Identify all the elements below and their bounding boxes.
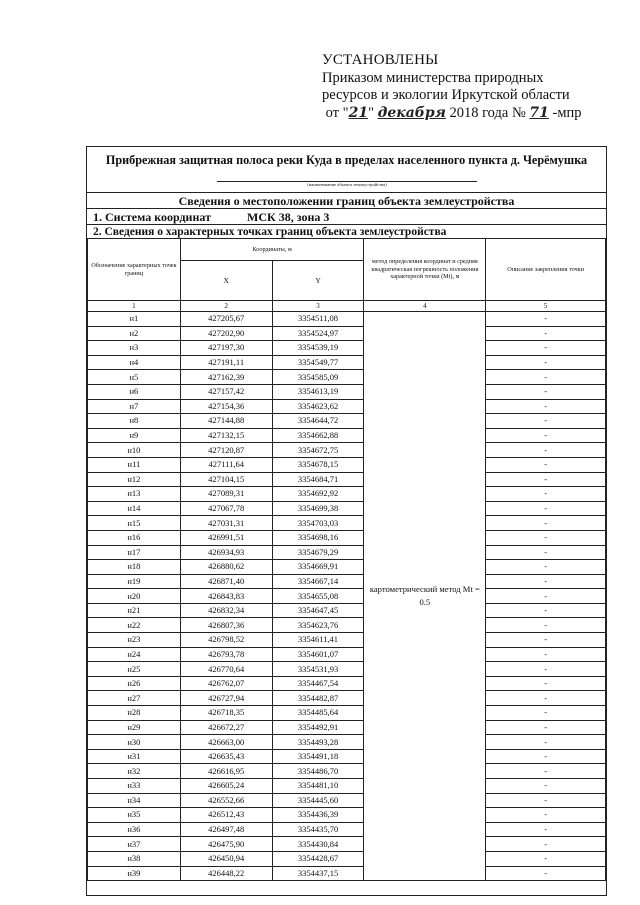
point-description: - [486,822,606,837]
point-x: 426718,35 [180,706,272,721]
table-row [88,384,606,399]
object-title [87,147,606,192]
point-description: - [486,735,606,750]
col-number: 5 [486,301,606,312]
table-row [88,662,606,677]
point-x: 426635,43 [180,749,272,764]
point-y: 3354655,08 [272,589,364,604]
table-row [88,793,606,808]
point-id: н34 [88,793,181,808]
point-id: н8 [88,414,181,429]
point-description: - [486,501,606,516]
point-id: н21 [88,603,181,618]
point-id: н10 [88,443,181,458]
point-x: 426934,93 [180,545,272,560]
point-description: - [486,676,606,691]
table-row [88,764,606,779]
point-x: 427111,64 [180,457,272,472]
table-row [88,720,606,735]
date-mid: " [368,104,374,121]
table-row [88,472,606,487]
point-id: н23 [88,633,181,648]
table-row [88,866,606,881]
point-description: - [486,574,606,589]
point-id: н13 [88,487,181,502]
point-y: 3354672,75 [272,443,364,458]
point-y: 3354493,28 [272,735,364,750]
point-description: - [486,487,606,502]
col-y: Y [272,261,364,301]
point-y: 3354601,07 [272,647,364,662]
point-id: н18 [88,560,181,575]
point-id: н6 [88,384,181,399]
coord-system-row [87,208,606,224]
point-id: н19 [88,574,181,589]
point-x: 426762,07 [180,676,272,691]
point-x: 427104,15 [180,472,272,487]
point-id: н31 [88,749,181,764]
table-row [88,501,606,516]
table-row [88,808,606,823]
point-y: 3354698,16 [272,530,364,545]
point-y: 3354644,72 [272,414,364,429]
point-y: 3354485,64 [272,706,364,721]
point-description: - [486,545,606,560]
table-row [88,618,606,633]
approval-title: УСТАНОВЛЕНЫ [322,52,439,68]
table-row [88,341,606,356]
point-y: 3354467,54 [272,676,364,691]
point-id: н1 [88,312,181,327]
point-description: - [486,414,606,429]
point-id: н11 [88,457,181,472]
point-description: - [486,691,606,706]
point-id: н39 [88,866,181,881]
point-y: 3354436,39 [272,808,364,823]
col-coords: Координаты, м [180,239,364,261]
point-x: 426448,22 [180,866,272,881]
point-description: - [486,779,606,794]
point-x: 427154,36 [180,399,272,414]
point-id: н36 [88,822,181,837]
point-description: - [486,764,606,779]
point-y: 3354492,91 [272,720,364,735]
point-id: н30 [88,735,181,750]
table-row [88,399,606,414]
point-y: 3354669,91 [272,560,364,575]
point-description: - [486,603,606,618]
table-row [88,560,606,575]
point-y: 3354667,14 [272,574,364,589]
point-x: 427067,78 [180,501,272,516]
point-y: 3354491,18 [272,749,364,764]
point-x: 426616,95 [180,764,272,779]
col-x: X [180,261,272,301]
point-x: 427191,11 [180,355,272,370]
point-x: 426672,27 [180,720,272,735]
table-row [88,851,606,866]
point-id: н9 [88,428,181,443]
point-id: н15 [88,516,181,531]
method-cell: картометрический метод Mt = 0.5 [364,312,486,881]
point-description: - [486,472,606,487]
point-x: 426475,90 [180,837,272,852]
col-number: 3 [272,301,364,312]
point-y: 3354613,19 [272,384,364,399]
table-row [88,457,606,472]
point-id: н4 [88,355,181,370]
point-x: 426832,34 [180,603,272,618]
point-x: 426871,40 [180,574,272,589]
table-row [88,326,606,341]
table-row [88,589,606,604]
point-description: - [486,793,606,808]
point-y: 3354699,38 [272,501,364,516]
point-description: - [486,633,606,648]
table-row [88,574,606,589]
table-row [88,691,606,706]
point-id: н2 [88,326,181,341]
point-y: 3354623,76 [272,618,364,633]
point-description: - [486,516,606,531]
table-row [88,312,606,327]
point-id: н16 [88,530,181,545]
section-heading: Сведения о местоположении границ объекта землеустройства [87,192,606,208]
order-month: декабря [377,104,446,121]
point-id: н24 [88,647,181,662]
point-x: 427205,67 [180,312,272,327]
point-description: - [486,749,606,764]
point-x: 426991,51 [180,530,272,545]
point-description: - [486,706,606,721]
approval-header [322,52,622,122]
point-x: 426512,43 [180,808,272,823]
point-description: - [486,866,606,881]
table-row [88,443,606,458]
table-row [88,603,606,618]
point-y: 3354486,70 [272,764,364,779]
point-x: 426450,94 [180,851,272,866]
point-id: н17 [88,545,181,560]
order-suffix: -мпр [552,104,582,121]
point-description: - [486,399,606,414]
col-designation: Обозначение характерных точек границ [88,239,181,301]
order-day: 21 [348,104,369,121]
point-id: н25 [88,662,181,677]
date-prefix: от " [325,104,349,121]
point-y: 3354647,45 [272,603,364,618]
table-row [88,516,606,531]
point-y: 3354679,29 [272,545,364,560]
point-id: н27 [88,691,181,706]
point-y: 3354684,71 [272,472,364,487]
point-y: 3354692,92 [272,487,364,502]
point-y: 3354585,09 [272,370,364,385]
point-x: 427144,88 [180,414,272,429]
point-description: - [486,618,606,633]
point-x: 426552,66 [180,793,272,808]
object-title-caption: (наименование объекта землеустройства) [217,181,477,188]
point-x: 426770,64 [180,662,272,677]
point-id: н7 [88,399,181,414]
table-row [88,414,606,429]
point-id: н33 [88,779,181,794]
point-description: - [486,326,606,341]
point-y: 3354481,10 [272,779,364,794]
point-id: н28 [88,706,181,721]
point-description: - [486,851,606,866]
order-line-2: ресурсов и экологии Иркутской области [322,87,570,103]
point-id: н29 [88,720,181,735]
point-description: - [486,560,606,575]
point-description: - [486,662,606,677]
point-x: 426880,62 [180,560,272,575]
point-description: - [486,530,606,545]
point-description: - [486,647,606,662]
point-description: - [486,370,606,385]
point-id: н38 [88,851,181,866]
table-row [88,487,606,502]
point-x: 427162,39 [180,370,272,385]
points-table-body [88,312,606,881]
point-x: 426727,94 [180,691,272,706]
point-x: 427157,42 [180,384,272,399]
point-id: н22 [88,618,181,633]
coord-system-label: 1. Система координат [93,210,211,224]
point-id: н20 [88,589,181,604]
point-description: - [486,720,606,735]
table-row [88,822,606,837]
point-y: 3354482,87 [272,691,364,706]
point-description: - [486,837,606,852]
point-x: 426843,83 [180,589,272,604]
points-heading: 2. Сведения о характерных точках границ объекта землеустройства [87,224,606,238]
point-description: - [486,384,606,399]
point-y: 3354611,41 [272,633,364,648]
order-line-1: Приказом министерства природных [322,69,544,86]
point-description: - [486,808,606,823]
point-x: 427197,30 [180,341,272,356]
point-x: 427089,31 [180,487,272,502]
point-y: 3354435,70 [272,822,364,837]
point-x: 427132,15 [180,428,272,443]
points-table [87,238,606,881]
col-method: метод определения координат и средняя квадратическая погрешность положения характерной точки (Mt), м [364,239,486,301]
point-x: 427120,87 [180,443,272,458]
table-row [88,837,606,852]
point-description: - [486,589,606,604]
table-row [88,370,606,385]
table-row [88,647,606,662]
order-year: 2018 года № [449,104,526,121]
point-y: 3354623,62 [272,399,364,414]
col-number: 1 [88,301,181,312]
col-number: 2 [180,301,272,312]
point-id: н12 [88,472,181,487]
point-y: 3354703,03 [272,516,364,531]
table-row [88,355,606,370]
point-y: 3354539,19 [272,341,364,356]
point-x: 427202,90 [180,326,272,341]
table-row [88,676,606,691]
coord-system-value: МСК 38, зона 3 [247,210,330,224]
point-x: 426663,00 [180,735,272,750]
point-x: 426497,48 [180,822,272,837]
point-x: 426793,78 [180,647,272,662]
point-y: 3354437,15 [272,866,364,881]
point-x: 426798,52 [180,633,272,648]
point-id: н14 [88,501,181,516]
table-row [88,779,606,794]
column-numbers-row [88,301,606,312]
order-date-line [322,105,622,123]
order-number: 71 [529,104,549,121]
table-row [88,706,606,721]
point-description: - [486,457,606,472]
col-description: Описание закрепления точки [486,239,606,301]
point-y: 3354428,67 [272,851,364,866]
point-id: н37 [88,837,181,852]
point-y: 3354678,15 [272,457,364,472]
point-description: - [486,341,606,356]
table-row [88,428,606,443]
point-y: 3354511,08 [272,312,364,327]
point-id: н5 [88,370,181,385]
point-description: - [486,355,606,370]
boundary-sheet [86,146,607,896]
table-row [88,633,606,648]
point-y: 3354549,77 [272,355,364,370]
table-row [88,749,606,764]
point-y: 3354430,84 [272,837,364,852]
point-y: 3354662,88 [272,428,364,443]
col-number: 4 [364,301,486,312]
point-id: н26 [88,676,181,691]
point-y: 3354531,93 [272,662,364,677]
point-id: н35 [88,808,181,823]
point-id: н32 [88,764,181,779]
point-description: - [486,443,606,458]
point-x: 426807,36 [180,618,272,633]
table-row [88,735,606,750]
point-description: - [486,312,606,327]
point-id: н3 [88,341,181,356]
point-y: 3354445,60 [272,793,364,808]
point-y: 3354524,97 [272,326,364,341]
point-x: 427031,31 [180,516,272,531]
point-description: - [486,428,606,443]
table-row [88,530,606,545]
point-x: 426605,24 [180,779,272,794]
object-title-text: Прибрежная защитная полоса реки Куда в пределах населенного пункта д. Черёмушка [105,153,588,167]
table-row [88,545,606,560]
